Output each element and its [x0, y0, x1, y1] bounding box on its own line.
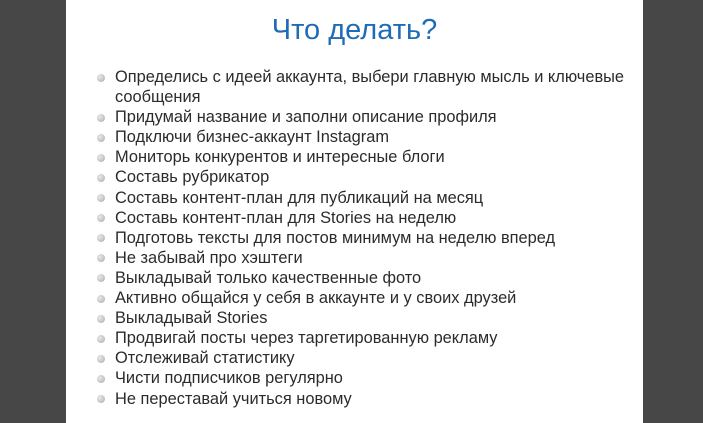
list-item [94, 147, 634, 167]
list-item [94, 188, 634, 208]
bullet-icon [97, 74, 105, 82]
list-item-text: Определись с идеей аккаунта, выбери главную мысль и ключевые сообщения [115, 68, 625, 107]
list-item [94, 348, 634, 368]
list-item-text: Отслеживай статистику [115, 349, 295, 368]
list-item [94, 389, 634, 409]
list-item [94, 167, 634, 187]
list-item-text: Составь контент-план для Stories на неделю [115, 208, 457, 227]
list-item [94, 288, 634, 308]
bullet-icon [97, 375, 105, 383]
list-item [94, 107, 634, 127]
list-item-text: Не забывай про хэштеги [115, 248, 303, 267]
list-item-text: Выкладывай только качественные фото [115, 268, 422, 287]
bullet-icon [97, 154, 105, 162]
list-item [94, 67, 634, 107]
list-item [94, 368, 634, 388]
bullet-icon [97, 395, 105, 403]
list-item-text: Составь рубрикатор [115, 168, 270, 187]
bullet-icon [97, 355, 105, 363]
list-item-text: Активно общайся у себя в аккаунте и у своих друзей [115, 289, 517, 308]
list-item-text: Чисти подписчиков регулярно [115, 369, 343, 388]
list-item-text: Составь контент-план для публикаций на месяц [115, 188, 484, 207]
bullet-icon [97, 254, 105, 262]
bullet-icon [97, 274, 105, 282]
bullet-icon [97, 114, 105, 122]
bullet-icon [97, 214, 105, 222]
bullet-list [94, 67, 634, 409]
list-item-text: Подключи бизнес-аккаунт Instagram [115, 128, 390, 147]
list-item [94, 308, 634, 328]
bullet-icon [97, 234, 105, 242]
list-item [94, 127, 634, 147]
bullet-icon [97, 194, 105, 202]
slide [66, 0, 643, 423]
list-item [94, 228, 634, 248]
bullet-icon [97, 295, 105, 303]
bullet-icon [97, 134, 105, 142]
list-item [94, 268, 634, 288]
list-item [94, 328, 634, 348]
list-item-text: Продвигай посты через таргетированную рекламу [115, 329, 498, 348]
list-item-text: Не переставай учиться новому [115, 389, 352, 408]
list-item [94, 208, 634, 228]
list-item-text: Подготовь тексты для постов минимум на неделю вперед [115, 228, 556, 247]
slide-title: Что делать? [271, 14, 438, 46]
bullet-icon [97, 315, 105, 323]
list-item-text: Придумай название и заполни описание профиля [115, 108, 497, 127]
bullet-icon [97, 335, 105, 343]
bullet-icon [97, 174, 105, 182]
list-item-text: Мониторь конкурентов и интересные блоги [115, 148, 445, 167]
list-item [94, 248, 634, 268]
list-item-text: Выкладывай Stories [115, 309, 268, 328]
